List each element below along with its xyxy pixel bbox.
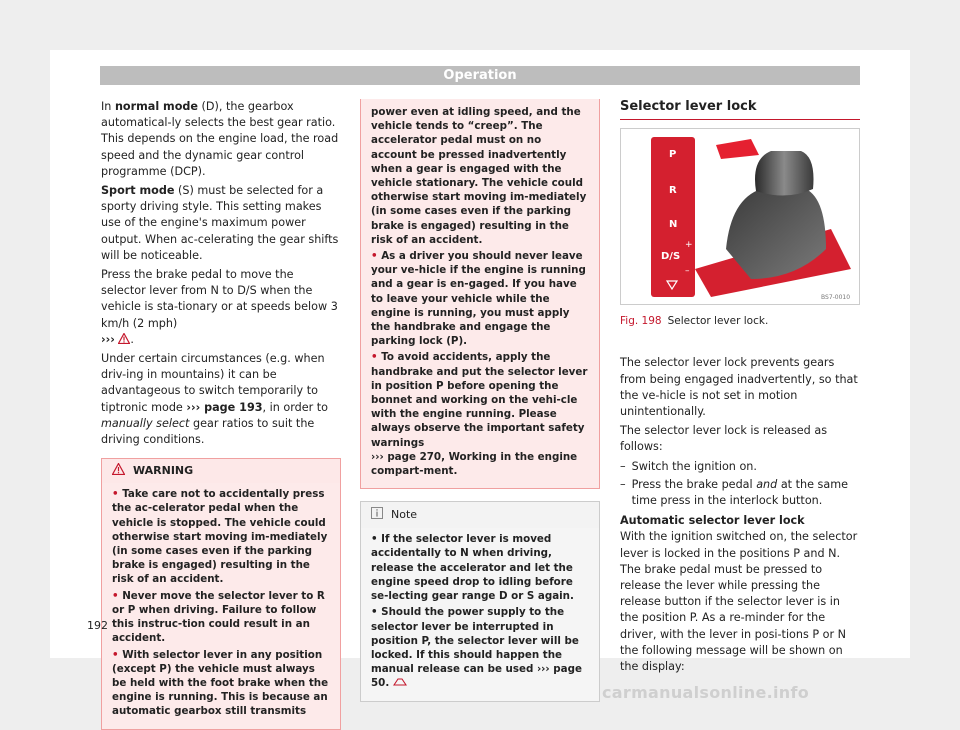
paragraph-brake-pedal: Press the brake pedal to move the selector lever from N to D/S when the vehicle is sta-tionary or at speeds below 3 km/h (2 mph) ››› .	[101, 268, 338, 346]
note-item: • If the selector lever is moved accidentally to N when driving, release the accelerator and let the engine speed drop to idling before se-lecting gear range D or S again.	[371, 533, 574, 603]
paragraph-lock-purpose: The selector lever lock prevents gears from being engaged inadvertently, so that the ve-hicle is not set in motion unintentionally.	[620, 356, 858, 419]
warning-body	[361, 99, 599, 488]
note-header	[361, 502, 599, 528]
warning-box	[101, 458, 341, 729]
warning-triangle-icon	[112, 463, 125, 480]
selector-lever-illustration	[621, 129, 859, 304]
warning-continuation: power even at idling speed, and the vehicle tends to “creep”. The accelerator pedal must on no account be pressed inadvertently when a gear is engaged with the vehicle stationary. The vehicle could otherwise start moving im-mediately (in some cases even if the parking brake is engaged) resulting in the risk of an accident.	[371, 106, 587, 246]
step-item: – Press the brake pedal and at the same time press in the interlock button.	[620, 477, 849, 508]
info-icon	[371, 507, 383, 524]
position-p-label: P	[669, 149, 677, 161]
warning-item: • As a driver you should never leave your ve-hicle if the engine is running and a gear is en-gaged. If you have to leave your vehicle while the engine is running, you must apply the handbrake and engage the parking lock (P).	[371, 250, 586, 348]
minus-label: –	[685, 266, 690, 277]
paragraph-release: The selector lever lock is released as follows:	[620, 424, 828, 454]
page-50-link[interactable]: ››› page 50	[371, 663, 582, 690]
plus-label: +	[685, 240, 693, 251]
note-title: Note	[391, 508, 418, 522]
note-box	[360, 501, 600, 701]
warning-header	[102, 459, 340, 483]
sub-heading: Automatic selector lever lock	[620, 514, 805, 528]
warning-box-continued	[360, 99, 600, 489]
paragraph-normal-mode: In normal mode (D), the gearbox automatical-ly selects the best gear ratio. This depends on the engine load, the road speed and the dynamic gear control programme (DCP).	[101, 100, 339, 178]
paragraph-sport-mode: Sport mode (S) must be selected for a sporty driving style. This setting makes use of the engine's maximum power output. When ac-celerating the gear shifts will be noticeable.	[101, 184, 339, 262]
position-n-label: N	[669, 219, 678, 231]
note-item: • Should the power supply to the selector lever be interrupted in position P, the selector lever will be locked. If this should happen the manual release can be used ››› page 50.	[371, 606, 582, 690]
page-number: 192	[87, 619, 108, 632]
warning-item: • With selector lever in any position (except P) the vehicle must always be held with the foot brake when the engine is running. This is because an automatic gearbox still transmits	[112, 648, 329, 718]
warning-item: • To avoid accidents, apply the handbrake and put the selector lever in position P before opening the bonnet and working on the vehi-cle with the engine running. Please always observe the important safety warnings ››› page 270, Working in the engine compart-ment.	[371, 351, 588, 478]
page-header: Operation	[100, 66, 860, 85]
figure-caption: Fig. 198 Selector lever lock.	[620, 315, 769, 328]
figure-selector-lever	[620, 128, 860, 305]
step-item: – Switch the ignition on.	[620, 459, 757, 473]
position-ds-label: D/S	[661, 251, 681, 263]
page-link[interactable]: ››› page 193	[186, 400, 263, 414]
watermark: carmanualsonline.info	[602, 683, 810, 702]
warning-item: • Never move the selector lever to R or P when driving. Failure to follow this instruc-tion could result in an accident.	[112, 589, 325, 645]
warning-title: WARNING	[133, 464, 194, 478]
figure-code: BS7-0010	[821, 294, 851, 302]
section-title: Selector lever lock	[620, 99, 860, 120]
warning-item: • Take care not to accidentally press the ac-celerator pedal when the vehicle is stopped. The vehicle could otherwise start moving im-mediately (in some cases even if the parking brake is engaged) resulting in the risk of an accident.	[112, 488, 328, 586]
column-3	[620, 99, 860, 678]
paragraph-tiptronic: Under certain circumstances (e.g. when driv-ing in mountains) it can be advantageous to switch temporarily to tiptronic mode ››› page 193, in order to manually select gear ratios to suit the driving conditions.	[101, 352, 329, 447]
paragraph-auto-lock: With the ignition switched on, the selector lever is locked in the positions P and N. The brake pedal must be pressed to release the lever while pressing the release button if the selector lever is in the position P. As a re-minder for the driver, with the lever in posi-tions P or N the following message will be shown on the display:	[620, 530, 858, 674]
column-1	[101, 99, 341, 730]
position-r-label: R	[669, 185, 677, 197]
warning-body	[102, 483, 340, 728]
manual-release-icon	[393, 677, 407, 689]
column-2	[360, 99, 600, 702]
warning-triangle-icon	[118, 333, 130, 346]
note-body	[361, 528, 599, 700]
engine-compartment-link[interactable]: ››› page 270, Working in the engine compart-ment	[371, 450, 578, 478]
